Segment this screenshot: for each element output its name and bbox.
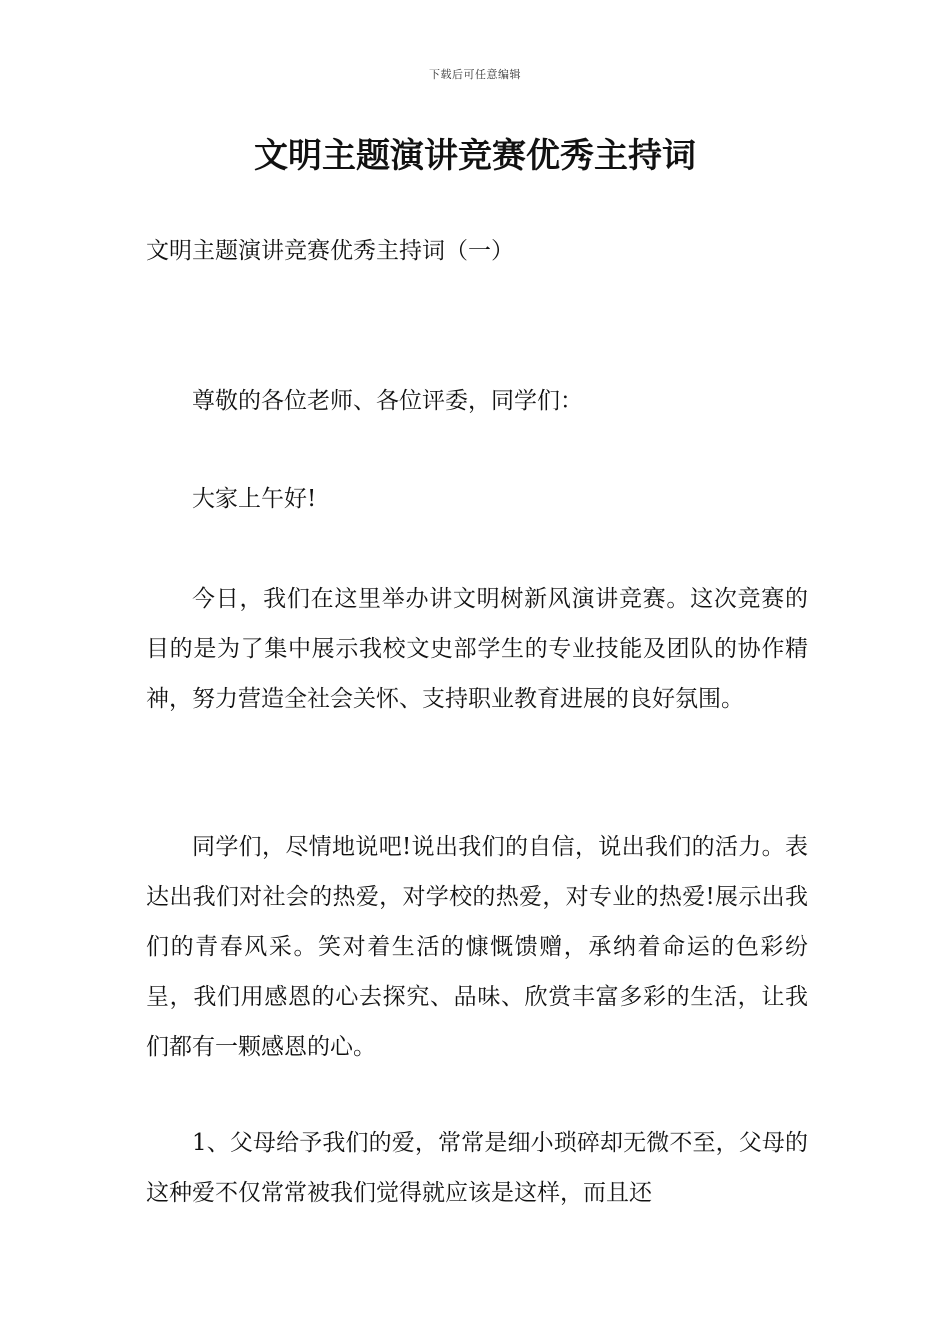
page-header-note: 下载后可任意编辑 — [429, 68, 521, 81]
section-subtitle: 文明主题演讲竞赛优秀主持词（一） — [146, 238, 514, 264]
paragraph-encouragement: 同学们，尽情地说吧!说出我们的自信，说出我们的活力。表达出我们对社会的热爱，对学校的热爱，对专业的热爱!展示出我们的青春风采。笑对着生活的慷慨馈赠，承纳着命运的色彩纷呈，我们用感恩的心去探究、品味、欣赏丰富多彩的生活，让我们都有一颗感恩的心。 — [146, 834, 808, 1060]
paragraph-greeting-morning: 大家上午好! — [192, 486, 317, 512]
document-title: 文明主题演讲竞赛优秀主持词 — [254, 136, 696, 176]
paragraph-introduction: 今日，我们在这里举办讲文明树新风演讲竞赛。这次竞赛的目的是为了集中展示我校文史部学生的专业技能及团队的协作精神，努力营造全社会关怀、支持职业教育进展的良好氛围。 — [146, 586, 808, 712]
paragraph-greeting-salutation: 尊敬的各位老师、各位评委，同学们： — [192, 388, 583, 414]
paragraph-item-1: 1、父母给予我们的爱，常常是细小琐碎却无微不至，父母的这种爱不仅常常被我们觉得就应该是这样，而且还 — [146, 1130, 808, 1206]
